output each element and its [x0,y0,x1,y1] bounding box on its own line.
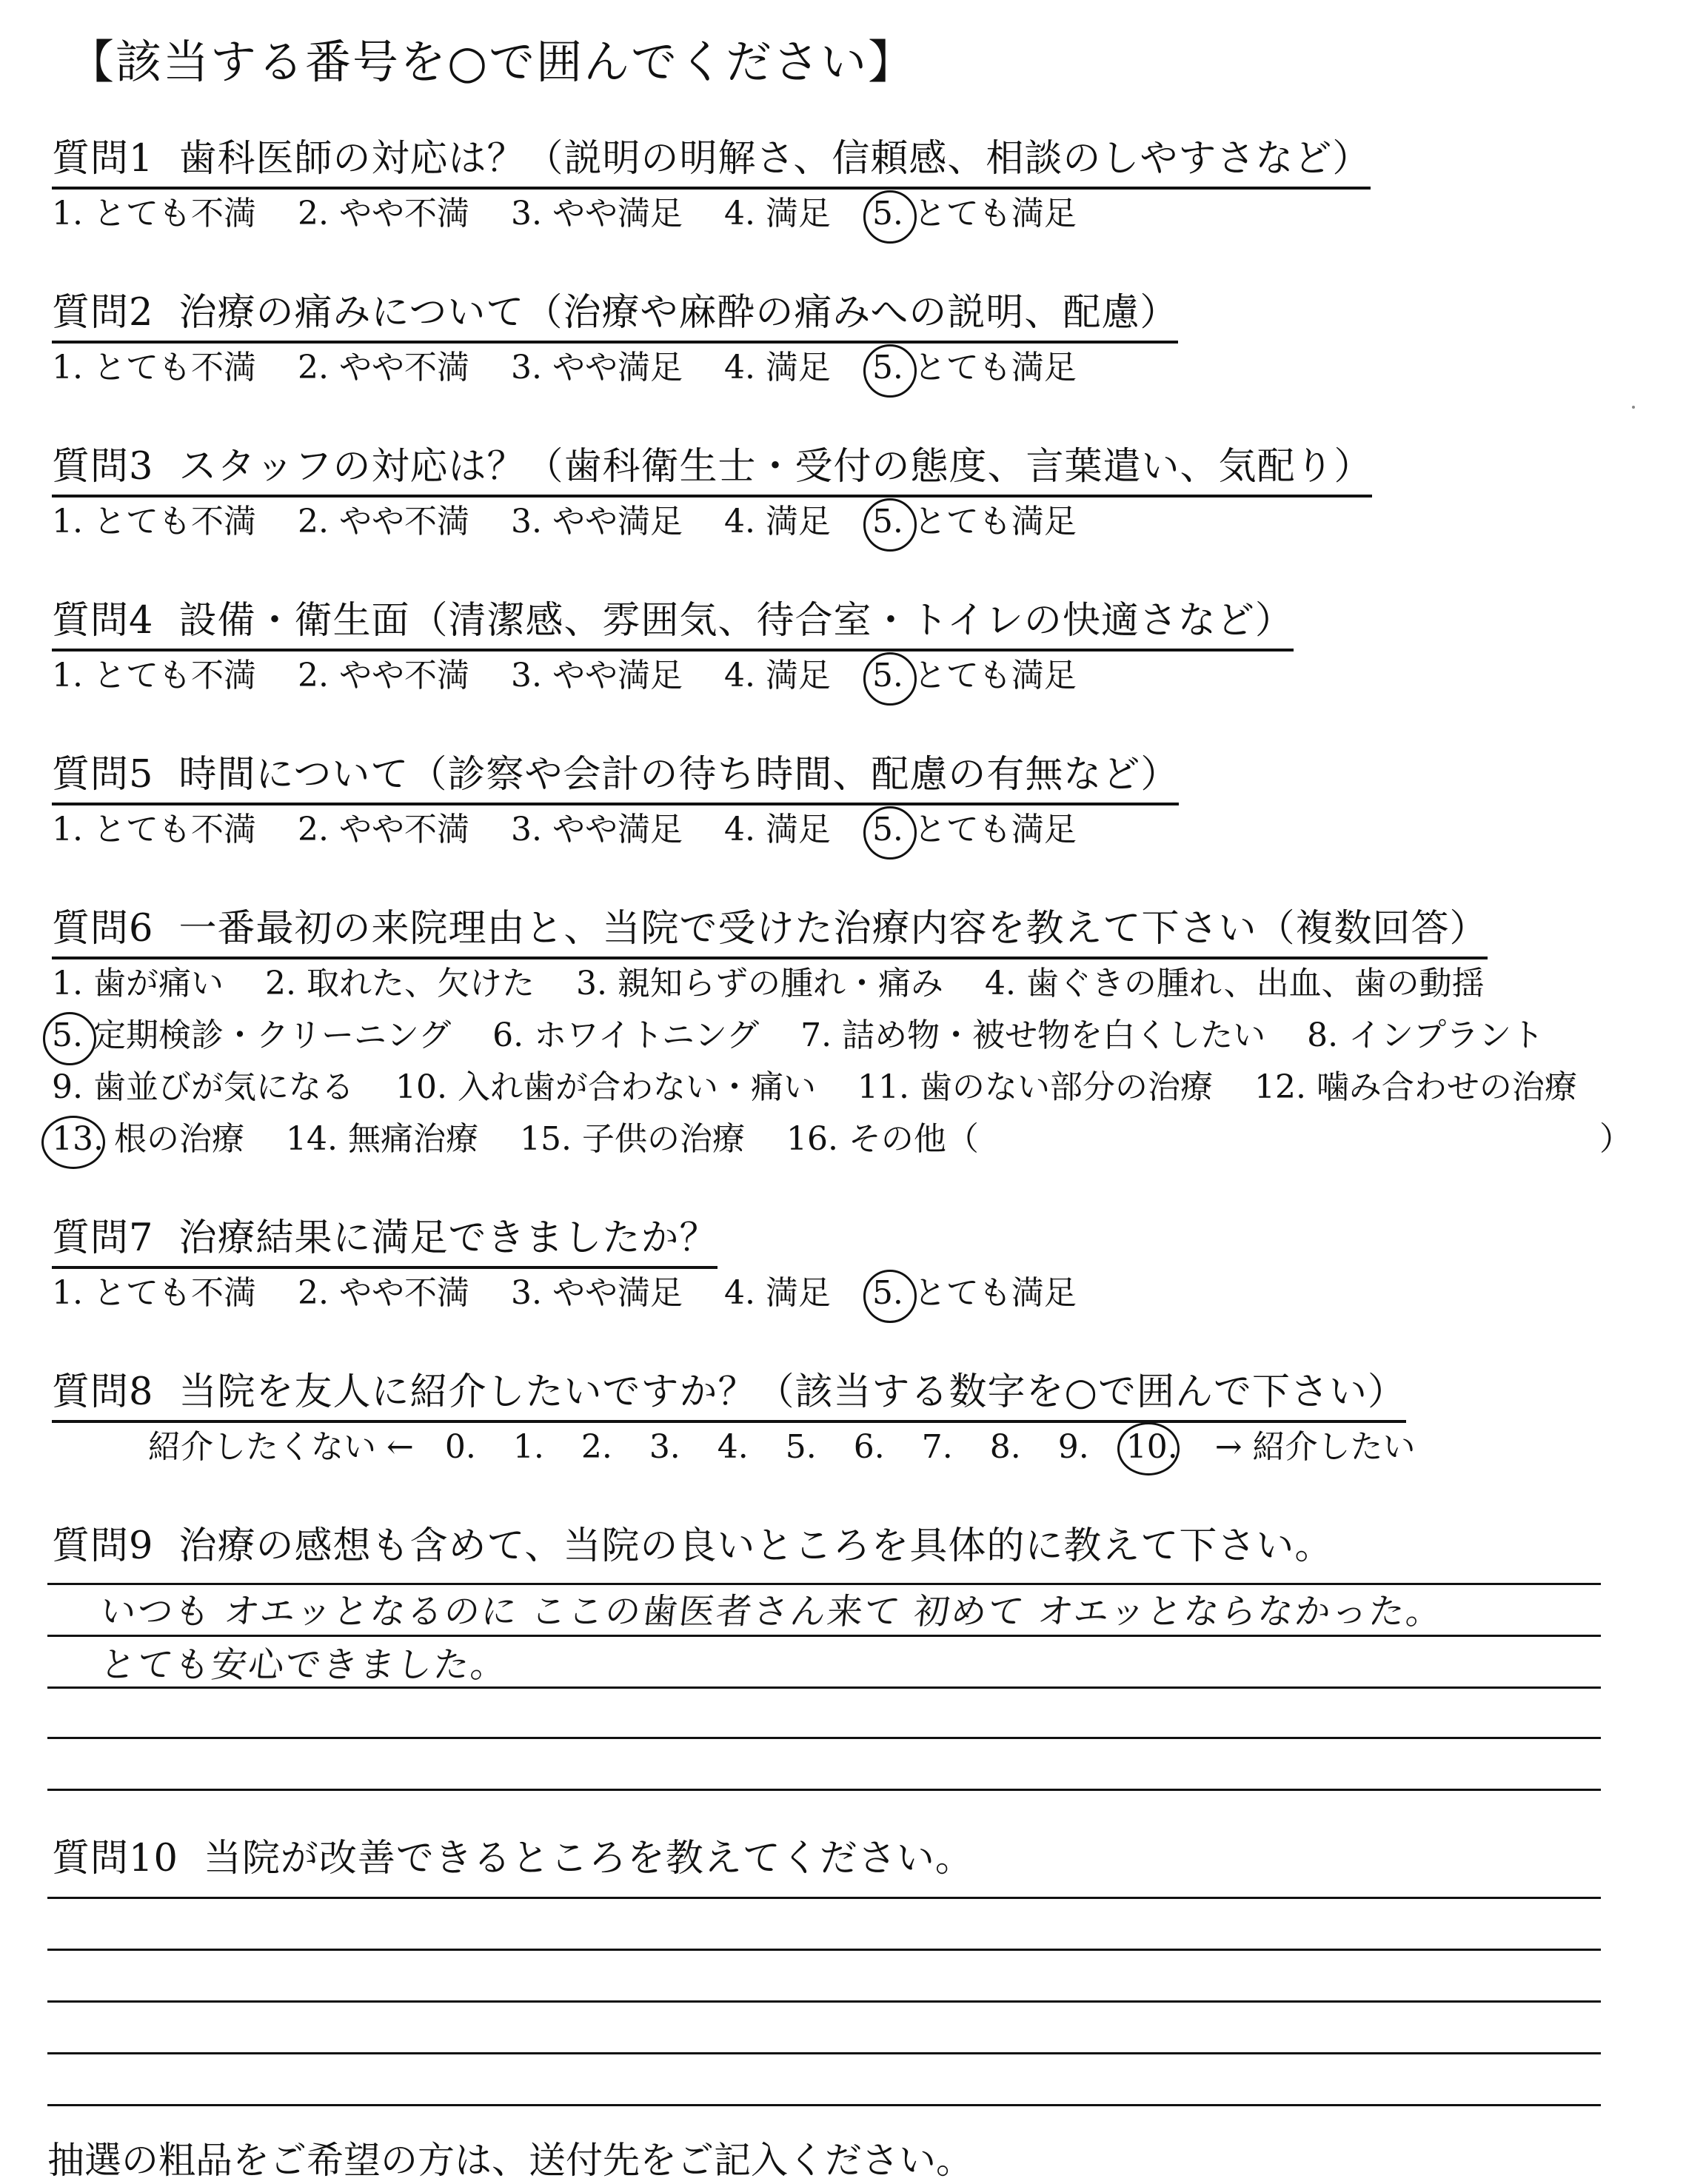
question-6-title: 質問6 一番最初の来院理由と、当院で受けた治療内容を教えて下さい（複数回答） [52,897,1488,959]
score-1[interactable]: 1. [512,1428,544,1466]
option-11[interactable]: 11. 歯のない部分の治療 [857,1068,1213,1106]
option-5-circled[interactable]: 5. とても満足 [872,811,1077,848]
question-6-row-2 [52,1008,1575,1056]
answer-line[interactable] [47,2000,1601,2003]
answer-line [47,1737,1601,1739]
question-3 [52,435,1372,498]
question-1-text: 歯科医師の対応は？（説明の明解さ、信頼感、相談のしやすさなど） [178,137,1371,181]
option-8[interactable]: 8. インプラント [1307,1016,1545,1054]
score-5[interactable]: 5. [785,1428,817,1466]
option-1[interactable]: 1. とても不満 [52,657,256,694]
option-4[interactable]: 4. 満足 [723,1274,831,1312]
question-1-title [52,127,1371,190]
handwritten-answer-line-2[interactable]: とても安心できました。 [98,1644,510,1686]
question-6-row-3 [52,1060,1608,1108]
question-10-title: 質問10 当院が改善できるところを教えてください。 [52,1837,974,1880]
option-16[interactable]: 16. その他（ [786,1120,979,1158]
option-3[interactable]: 3. やや満足 [510,349,683,386]
option-5-circled[interactable]: 5. とても満足 [872,1274,1077,1312]
option-14[interactable]: 14. 無痛治療 [285,1120,478,1158]
answer-line [47,1686,1601,1689]
option-1[interactable]: 1. とても不満 [52,1274,256,1312]
option-1[interactable]: 1. とても不満 [52,195,256,232]
question-8 [52,1361,1406,1423]
option-5-circled[interactable]: 5. 定期検診・クリーニング [52,1016,452,1054]
score-4[interactable]: 4. [717,1428,749,1466]
option-3[interactable]: 3. やや満足 [510,195,683,232]
option-3[interactable]: 3. やや満足 [510,1274,683,1312]
footer-text: 抽選の粗品をご希望の方は、送付先をご記入ください。 [47,2139,973,2182]
score-10-circled[interactable]: 10. [1126,1428,1178,1466]
answer-line[interactable] [47,2104,1601,2106]
option-2[interactable]: 2. やや不満 [297,349,469,386]
option-1[interactable]: 1. 歯が痛い [52,965,224,1002]
score-2[interactable]: 2. [581,1428,612,1466]
option-3[interactable]: 3. やや満足 [510,811,683,848]
question-9-title: 質問9 治療の感想も含めて、当院の良いところを具体的に教えて下さい。 [52,1524,1334,1568]
question-5-options [52,803,1108,850]
question-8-scale [148,1420,1436,1467]
speck [1632,406,1635,409]
question-5 [52,743,1179,805]
option-13-circled[interactable]: 13. 根の治療 [52,1120,244,1158]
option-12[interactable]: 12. 噛み合わせの治療 [1254,1068,1577,1106]
option-9[interactable]: 9. 歯並びが気になる [52,1068,354,1106]
option-15[interactable]: 15. 子供の治療 [519,1120,745,1158]
question-2-options [52,341,1108,388]
question-3-options [52,495,1108,542]
option-5-circled[interactable]: 5. とても満足 [872,349,1077,386]
option-4[interactable]: 4. 歯ぐきの腫れ、出血、歯の動揺 [984,965,1485,1002]
question-1-options [52,187,1108,234]
scale-left-label: 紹介したくない ← [148,1428,414,1466]
option-2[interactable]: 2. やや不満 [297,1274,469,1312]
option-7[interactable]: 7. 詰め物・被せ物を白くしたい [800,1016,1266,1054]
question-9 [52,1515,1333,1574]
score-7[interactable]: 7. [921,1428,953,1466]
handwritten-answer-line-1[interactable]: いつも オエッとなるのに ここの歯医者さん来て 初めて オエッとならなかった。 [98,1591,1445,1632]
option-3[interactable]: 3. やや満足 [510,657,683,694]
option-4[interactable]: 4. 満足 [723,349,831,386]
option-1[interactable]: 1. とても不満 [52,349,256,386]
question-1-number: 質問1 [52,137,154,181]
option-2[interactable]: 2. 取れた、欠けた [264,965,535,1002]
question-7-options [52,1266,1108,1313]
question-2 [52,281,1178,344]
answer-line [47,1789,1601,1791]
question-3-title: 質問3 スタッフの対応は？（歯科衛生士・受付の態度、言葉遣い、気配り） [52,435,1372,498]
answer-line[interactable] [47,1897,1601,1899]
question-6-row-4 [52,1112,1632,1159]
question-5-title: 質問5 時間について（診察や会計の待ち時間、配慮の有無など） [52,743,1179,805]
option-4[interactable]: 4. 満足 [723,811,831,848]
question-1 [52,127,1371,190]
option-6[interactable]: 6. ホワイトニング [492,1016,760,1054]
score-3[interactable]: 3. [649,1428,680,1466]
option-1[interactable]: 1. とても不満 [52,503,256,540]
option-4[interactable]: 4. 満足 [723,195,831,232]
question-8-title: 質問8 当院を友人に紹介したいですか？（該当する数字を○で囲んで下さい） [52,1361,1406,1423]
score-9[interactable]: 9. [1057,1428,1089,1466]
option-4[interactable]: 4. 満足 [723,503,831,540]
question-10 [52,1827,974,1886]
option-5-circled[interactable]: 5. とても満足 [872,657,1077,694]
answer-line[interactable] [47,2052,1601,2054]
option-3[interactable]: 3. やや満足 [510,503,683,540]
page-title: 【該当する番号を○で囲んでください】 [68,35,916,89]
question-4-title: 質問4 設備・衛生面（清潔感、雰囲気、待合室・トイレの快適さなど） [52,589,1294,651]
score-0[interactable]: 0. [444,1428,476,1466]
score-8[interactable]: 8. [989,1428,1021,1466]
option-5-circled[interactable]: 5. とても満足 [872,503,1077,540]
question-4-options [52,649,1108,696]
answer-line[interactable] [47,1949,1601,1951]
other-close-paren: ） [1599,1120,1632,1158]
question-7-title: 質問7 治療結果に満足できましたか？ [52,1207,717,1269]
selection-circle [1117,1422,1180,1475]
option-4[interactable]: 4. 満足 [723,657,831,694]
option-2[interactable]: 2. やや不満 [297,657,469,694]
option-2[interactable]: 2. やや不満 [297,811,469,848]
score-6[interactable]: 6. [853,1428,885,1466]
option-2[interactable]: 2. やや不満 [297,503,469,540]
question-2-title: 質問2 治療の痛みについて（治療や麻酔の痛みへの説明、配慮） [52,281,1178,344]
option-2[interactable]: 2. やや不満 [297,195,469,232]
question-6 [52,897,1488,959]
option-1[interactable]: 1. とても不満 [52,811,256,848]
option-10[interactable]: 10. 入れ歯が合わない・痛い [395,1068,816,1106]
question-7 [52,1207,717,1269]
option-5-circled[interactable]: 5. とても満足 [872,195,1077,232]
question-4 [52,589,1294,651]
question-6-row-1 [52,957,1516,1004]
scale-right-label: → 紹介したい [1214,1428,1416,1466]
option-3[interactable]: 3. 親知らずの腫れ・痛み [575,965,943,1002]
